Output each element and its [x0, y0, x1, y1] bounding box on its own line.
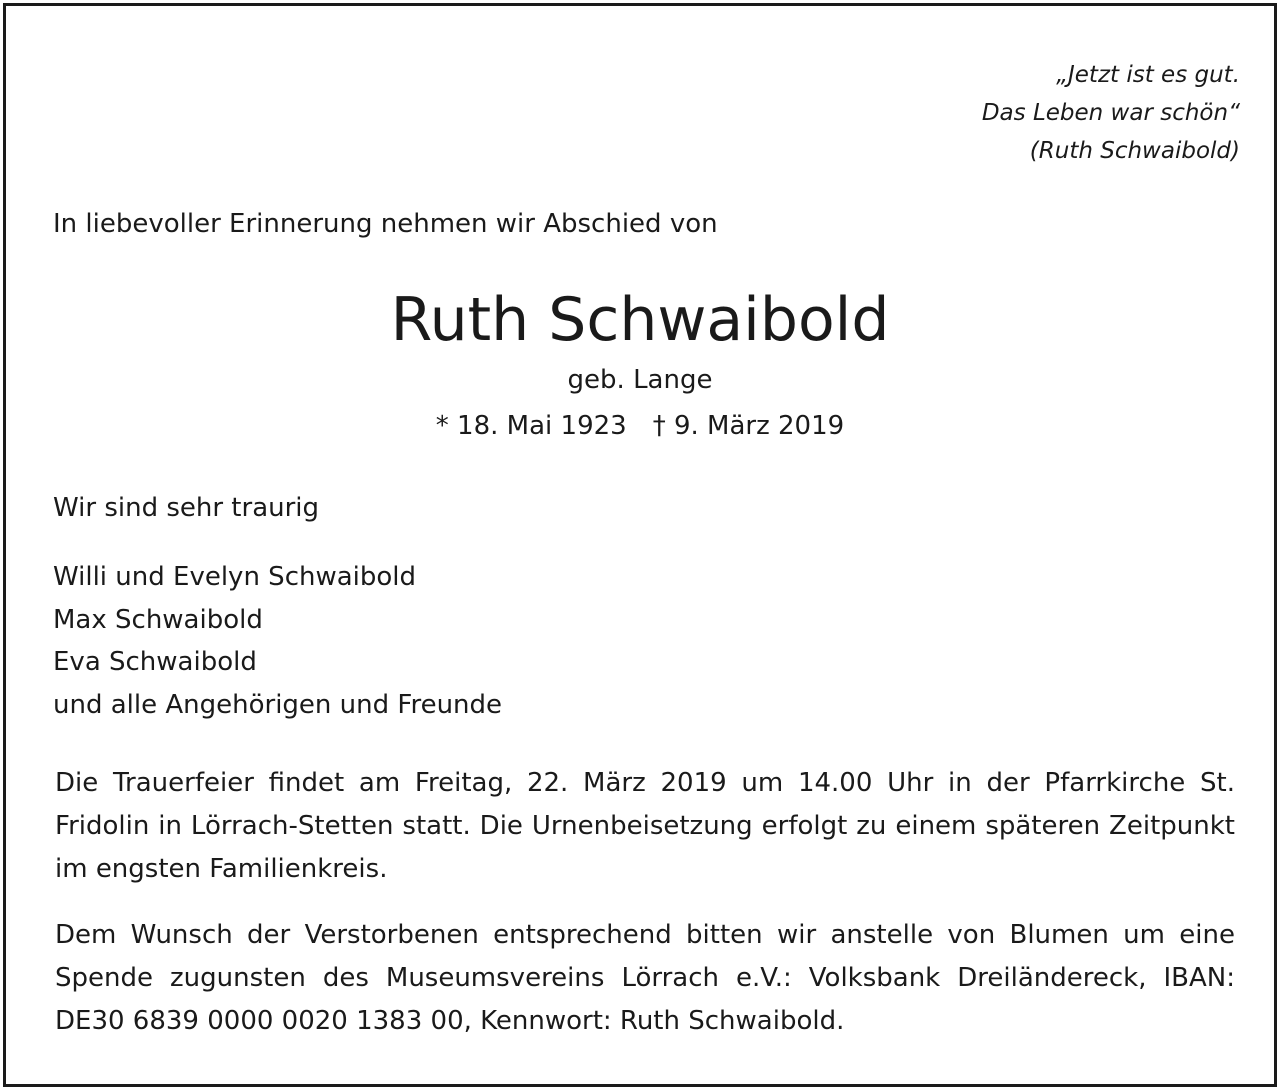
- motto-attribution: (Ruth Schwaibold): [1029, 138, 1240, 164]
- donation-paragraph: Dem Wunsch der Verstorbenen entsprechend bitten wir anstelle von Blumen um eine Spende zugunsten des Museumsvereins Lörrach e.V.: Volksbank Dreiländereck, IBAN: DE30 6839 0000 0020 1383 00, Kennwort: Ruth Schwaibold.: [55, 920, 1235, 1036]
- funeral-paragraph: Die Trauerfeier findet am Freitag, 22. März 2019 um 14.00 Uhr in der Pfarrkirche St. Fridolin in Lörrach-Stetten statt. Die Urnenbeisetzung erfolgt zu einem späteren Zeitpunkt im engsten Familienkreis.: [55, 768, 1235, 884]
- maiden-name: geb. Lange: [567, 365, 713, 395]
- mourner-item: Willi und Evelyn Schwaibold: [53, 562, 417, 592]
- intro-text: In liebevoller Erinnerung nehmen wir Abschied von: [53, 209, 718, 239]
- motto-line-2: Das Leben war schön“: [981, 100, 1240, 126]
- deceased-name: Ruth Schwaibold: [390, 285, 890, 355]
- life-dates: [0, 406, 1280, 446]
- motto-quote: [982, 56, 1240, 170]
- mourner-item: und alle Angehörigen und Freunde: [53, 689, 503, 720]
- death-date: † 9. März 2019: [652, 411, 845, 441]
- mourners-list: [53, 556, 502, 726]
- deceased-block: [0, 282, 1280, 446]
- motto-line-1: „Jetzt ist es gut.: [1056, 62, 1240, 88]
- birth-date: * 18. Mai 1923: [435, 411, 627, 441]
- mourner-item: Max Schwaibold: [53, 604, 263, 635]
- sad-line: Wir sind sehr traurig: [53, 493, 320, 523]
- mourner-item: Eva Schwaibold: [53, 647, 257, 677]
